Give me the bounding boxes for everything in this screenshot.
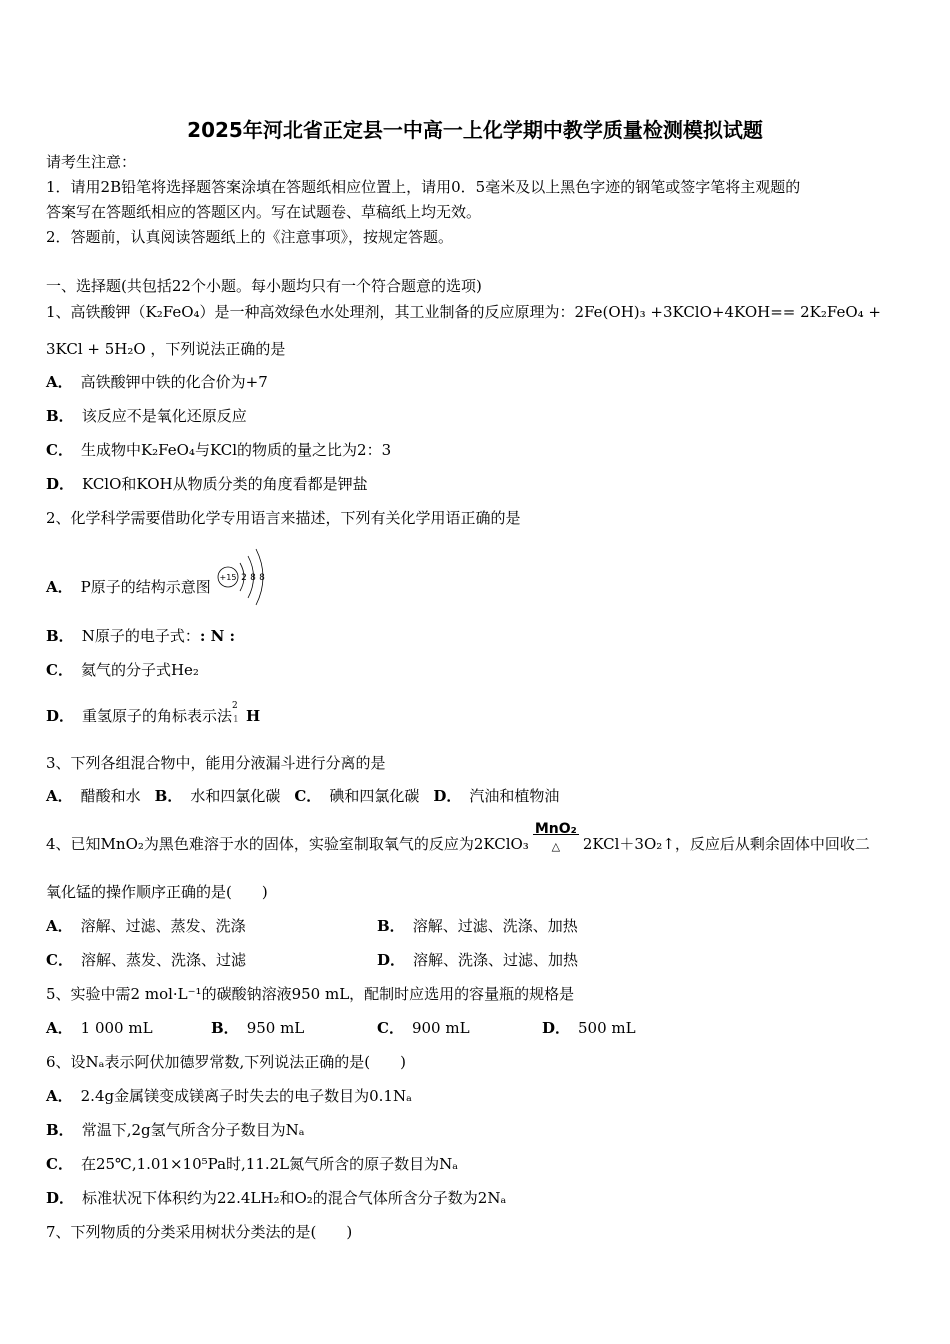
q1-option-d bbox=[46, 474, 368, 494]
q5-stem: 5、实验中需2 mol·L⁻¹的碳酸钠溶液950 mL，配制时应选用的容量瓶的规格是 bbox=[46, 985, 575, 1003]
q3-stem: 3、下列各组混合物中，能用分液漏斗进行分离的是 bbox=[46, 754, 386, 772]
q1-stem-line2: 3KCl + 5H₂O ，下列说法正确的是 bbox=[46, 340, 286, 358]
q4-stem-line2: 氧化锰的操作顺序正确的是( ) bbox=[46, 883, 268, 901]
q3-option-a-text: 醋酸和水 bbox=[80, 787, 141, 805]
q3-options bbox=[46, 786, 559, 806]
q6-stem: 6、设Nₐ表示阿伏加德罗常数,下列说法正确的是( ) bbox=[46, 1053, 406, 1071]
q1-option-c-text: 生成物中K₂FeO₄与KCl的物质的量之比为2：3 bbox=[80, 441, 392, 459]
q1-option-b bbox=[46, 406, 247, 426]
option-label: A． bbox=[46, 917, 73, 935]
q4-option-b bbox=[377, 916, 578, 936]
notice-heading: 请考生注意： bbox=[46, 153, 137, 171]
q2-option-a bbox=[46, 566, 272, 610]
heat-symbol: △ bbox=[551, 840, 561, 853]
q2-option-a-text: P原子的结构示意图 bbox=[80, 578, 211, 596]
q4-option-a bbox=[46, 916, 246, 936]
q1-option-a-text: 高铁酸钾中铁的化合价为+7 bbox=[80, 373, 268, 391]
option-label: A． bbox=[46, 787, 73, 805]
q4-stem-part2: 2KCl＋3O₂↑，反应后从剩余固体中回收二 bbox=[582, 835, 870, 853]
q3-option-c-text: 碘和四氯化碳 bbox=[329, 787, 420, 805]
option-label: D． bbox=[377, 951, 406, 969]
q3-option-b-text: 水和四氯化碳 bbox=[190, 787, 281, 805]
q1-option-d-text: KClO和KOH从物质分类的角度看都是钾盐 bbox=[82, 475, 368, 493]
q6-option-b-text: 常温下,2g氢气所含分子数目为Nₐ bbox=[81, 1121, 305, 1139]
mass-number: 2 bbox=[232, 701, 238, 711]
option-label: B． bbox=[46, 1121, 74, 1139]
option-label: D． bbox=[46, 1189, 75, 1207]
option-label: C． bbox=[46, 661, 73, 679]
option-label: D． bbox=[542, 1019, 571, 1037]
page-title: 2025年河北省正定县一中高一上化学期中教学质量检测模拟试题 bbox=[187, 118, 763, 142]
catalyst-label: MnO₂ bbox=[534, 821, 577, 837]
q4-stem-part1: 4、已知MnO₂为黑色难溶于水的固体，实验室制取氧气的反应为2KClO₃ bbox=[46, 835, 529, 853]
notice-item-2: 2．答题前，认真阅读答题纸上的《注意事项》，按规定答题。 bbox=[46, 228, 454, 246]
q2-option-d bbox=[46, 701, 261, 726]
section-heading: 一、选择题(共包括22个小题。每小题均只有一个符合题意的选项) bbox=[46, 277, 482, 295]
q5-option-a bbox=[46, 1018, 153, 1038]
q4-option-c-text: 溶解、蒸发、洗涤、过滤 bbox=[80, 951, 246, 969]
q2-option-b bbox=[46, 626, 235, 646]
reaction-condition bbox=[533, 821, 579, 855]
isotope-notation bbox=[232, 696, 246, 726]
q4-option-b-text: 溶解、过滤、洗涤、加热 bbox=[412, 917, 578, 935]
shell-count-2: 8 bbox=[249, 573, 256, 583]
q6-option-a-text: 2.4g金属镁变成镁离子时失去的电子数目为0.1Nₐ bbox=[80, 1087, 412, 1105]
q4-option-d-text: 溶解、洗涤、过滤、加热 bbox=[413, 951, 579, 969]
q2-option-c bbox=[46, 660, 199, 680]
option-label: C． bbox=[46, 951, 73, 969]
notice-item-1b: 答案写在答题纸相应的答题区内。写在试题卷、草稿纸上均无效。 bbox=[46, 203, 482, 221]
q6-option-d-text: 标准状况下体积约为22.4LH₂和O₂的混合气体所含分子数为2Nₐ bbox=[82, 1189, 507, 1207]
q2-stem: 2、化学科学需要借助化学专用语言来描述，下列有关化学用语正确的是 bbox=[46, 509, 521, 527]
q2-option-c-text: 氦气的分子式He₂ bbox=[80, 661, 199, 679]
atom-structure-diagram bbox=[216, 544, 272, 610]
q1-stem-line1: 1、高铁酸钾（K₂FeO₄）是一种高效绿色水处理剂，其工业制备的反应原理为：2Fe(OH)₃ +3KClO+4KOH== 2K₂FeO₄ + bbox=[46, 303, 881, 321]
q1-option-b-text: 该反应不是氧化还原反应 bbox=[81, 407, 247, 425]
option-label: C． bbox=[46, 441, 73, 459]
q7-stem: 7、下列物质的分类采用树状分类法的是( ) bbox=[46, 1223, 353, 1241]
option-label: C． bbox=[294, 787, 322, 805]
electron-formula: : N : bbox=[199, 627, 236, 645]
option-label: D． bbox=[46, 475, 75, 493]
q4-option-a-text: 溶解、过滤、蒸发、洗涤 bbox=[80, 917, 246, 935]
notice-item-1a: 1．请用2B铅笔将选择题答案涂填在答题纸相应位置上，请用0．5毫米及以上黑色字迹的钢笔或签字笔将主观题的 bbox=[46, 178, 801, 196]
q2-option-b-text: N原子的电子式： bbox=[81, 627, 200, 645]
q1-option-a bbox=[46, 372, 268, 392]
q6-option-a bbox=[46, 1086, 412, 1106]
option-label: D． bbox=[433, 787, 462, 805]
q6-option-c-text: 在25℃,1.01×10⁵Pa时,11.2L氮气所含的原子数目为Nₐ bbox=[80, 1155, 459, 1173]
q4-option-c bbox=[46, 950, 246, 970]
q5-option-b bbox=[211, 1018, 304, 1038]
option-label: B． bbox=[154, 787, 183, 805]
shell-count-3: 8 bbox=[258, 573, 265, 583]
atomic-number: 1 bbox=[233, 715, 239, 725]
q6-option-c bbox=[46, 1154, 458, 1174]
q3-option-d-text: 汽油和植物油 bbox=[469, 787, 560, 805]
q5-option-c-text: 900 mL bbox=[411, 1019, 470, 1037]
option-label: A． bbox=[46, 373, 73, 391]
q6-option-d bbox=[46, 1188, 506, 1208]
option-label: B． bbox=[377, 917, 405, 935]
q5-option-a-text: 1 000 mL bbox=[80, 1019, 153, 1037]
option-label: A． bbox=[46, 1087, 73, 1105]
q5-option-b-text: 950 mL bbox=[246, 1019, 305, 1037]
q5-option-c bbox=[377, 1018, 470, 1038]
option-label: B． bbox=[46, 407, 74, 425]
option-label: B． bbox=[46, 627, 74, 645]
q6-option-b bbox=[46, 1120, 305, 1140]
q4-stem-line1 bbox=[46, 821, 870, 855]
option-label: C． bbox=[377, 1019, 404, 1037]
option-label: C． bbox=[46, 1155, 73, 1173]
option-label: A． bbox=[46, 578, 73, 596]
nucleus-charge: +15 bbox=[219, 573, 236, 582]
q5-option-d bbox=[542, 1018, 636, 1038]
q1-option-c bbox=[46, 440, 391, 460]
shell-count-1: 2 bbox=[240, 573, 247, 583]
element-symbol: H bbox=[246, 707, 261, 725]
option-label: A． bbox=[46, 1019, 73, 1037]
reaction-arrow-bar bbox=[533, 834, 579, 835]
q4-option-d bbox=[377, 950, 578, 970]
option-label: B． bbox=[211, 1019, 239, 1037]
q2-option-d-text: 重氢原子的角标表示法 bbox=[82, 707, 233, 725]
q5-option-d-text: 500 mL bbox=[578, 1019, 636, 1037]
option-label: D． bbox=[46, 707, 75, 725]
